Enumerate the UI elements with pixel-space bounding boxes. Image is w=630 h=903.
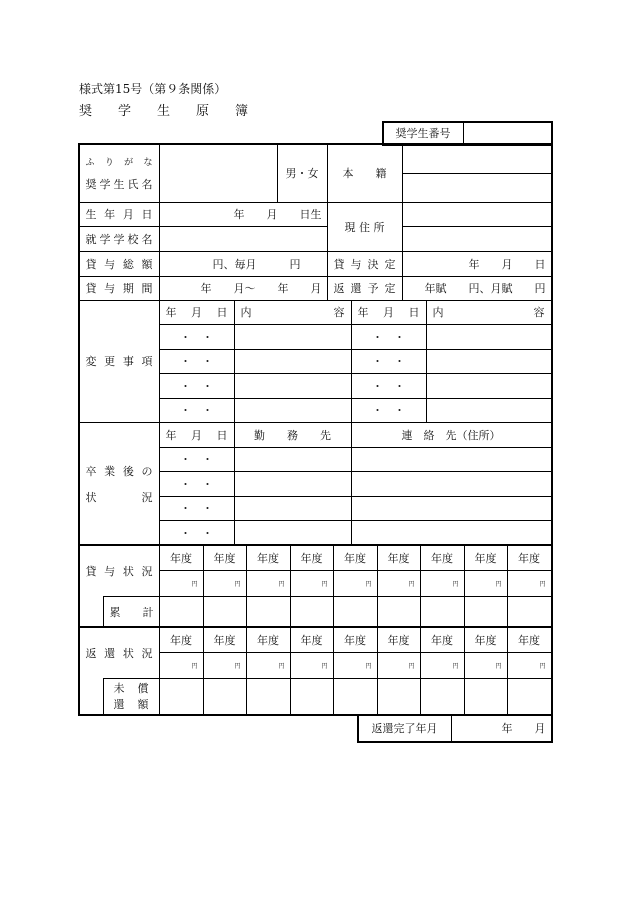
loan-amount-cell[interactable]: 円 [377,570,421,597]
changes-content-header-left: 内 容 [234,300,352,325]
changes-content-cell[interactable] [426,398,552,423]
changes-date-cell[interactable]: ・ ・ [351,349,427,374]
loan-sum-cell[interactable] [377,596,421,628]
after-grad-contact-cell[interactable] [351,496,552,521]
unpaid-cell[interactable] [333,678,378,715]
loan-amount-cell[interactable]: 円 [159,570,204,597]
loan-sum-cell[interactable] [464,596,508,628]
loan-amount-cell[interactable]: 円 [246,570,291,597]
repay-status-indent [79,678,104,715]
furigana-label: ふ り が な [85,157,153,168]
after-grad-date-header: 年 月 日 [159,422,235,448]
changes-date-cell[interactable]: ・ ・ [351,373,427,399]
changes-content-header-right: 内 容 [426,300,552,325]
changes-date-cell[interactable]: ・ ・ [159,349,235,374]
loan-sum-cell[interactable] [246,596,291,628]
repay-status-label: 返 還 状 況 [79,627,160,679]
loan-amount-cell[interactable]: 円 [464,570,508,597]
changes-date-cell[interactable]: ・ ・ [159,324,235,350]
loan-amount-cell[interactable]: 円 [290,570,334,597]
unpaid-cell[interactable] [290,678,334,715]
repay-plan-field[interactable]: 年賦 円、月賦 円 [402,276,552,301]
section-divider-repay [78,626,553,628]
domicile-field-1[interactable] [402,144,552,174]
repay-amount-cell[interactable]: 円 [333,652,378,679]
student-no-field[interactable] [463,122,552,145]
changes-content-cell[interactable] [234,324,352,350]
repay-year-header: 年度 [377,627,421,653]
after-grad-work-cell[interactable] [234,471,352,497]
repay-amount-cell[interactable]: 円 [377,652,421,679]
loan-amount-cell[interactable]: 円 [420,570,465,597]
changes-date-cell[interactable]: ・ ・ [159,373,235,399]
after-grad-label: 卒 業 後 の 状 況 [79,422,160,546]
loan-sum-cell[interactable] [159,596,204,628]
after-grad-contact-cell[interactable] [351,520,552,546]
loan-period-field[interactable]: 年 月〜 年 月 [159,276,328,301]
address-field-2[interactable] [402,226,552,252]
birth-date-field[interactable]: 年 月 日生 [159,202,328,227]
form-title: 奨 学 生 原 簿 [79,104,249,119]
after-grad-work-header: 勤 務 先 [234,422,352,448]
repay-year-header: 年度 [290,627,334,653]
address-label: 現 住 所 [327,202,403,252]
unpaid-cell[interactable] [159,678,204,715]
loan-year-header: 年度 [333,545,378,571]
after-grad-work-cell[interactable] [234,520,352,546]
section-divider-loan [78,544,553,546]
unpaid-cell[interactable] [246,678,291,715]
loan-year-header: 年度 [377,545,421,571]
loan-year-header: 年度 [159,545,204,571]
loan-amount-cell[interactable]: 円 [203,570,247,597]
repay-year-header: 年度 [203,627,247,653]
domicile-label: 本 籍 [327,144,403,203]
repay-year-header: 年度 [420,627,465,653]
loan-year-header: 年度 [203,545,247,571]
loan-year-header: 年度 [507,545,552,571]
changes-date-cell[interactable]: ・ ・ [351,324,427,350]
name-label-cell [79,144,160,203]
repay-amount-cell[interactable]: 円 [246,652,291,679]
loan-sum-cell[interactable] [290,596,334,628]
loan-status-indent [79,596,104,628]
loan-year-header: 年度 [464,545,508,571]
loan-decision-label: 貸 与 決 定 [327,251,403,277]
school-field[interactable] [159,226,328,252]
form-number: 様式第15号（第９条関係） [79,82,227,96]
loan-sum-cell[interactable] [507,596,552,628]
repay-amount-cell[interactable]: 円 [290,652,334,679]
changes-date-header-left: 年 月 日 [159,300,235,325]
changes-content-cell[interactable] [234,398,352,423]
student-name-label: 奨学生氏名 [85,177,153,191]
loan-amount-cell[interactable]: 円 [333,570,378,597]
repay-year-header: 年度 [464,627,508,653]
loan-total-label: 貸 与 総 額 [79,251,160,277]
repay-amount-cell[interactable]: 円 [507,652,552,679]
loan-sum-label: 累 計 [103,596,160,628]
loan-status-label: 貸 与 状 況 [79,545,160,597]
loan-year-header: 年度 [420,545,465,571]
domicile-field-2[interactable] [402,173,552,203]
after-grad-contact-cell[interactable] [351,447,552,472]
unpaid-cell[interactable] [507,678,552,715]
unpaid-cell[interactable] [377,678,421,715]
repay-year-header: 年度 [159,627,204,653]
loan-decision-field[interactable]: 年 月 日 [402,251,552,277]
after-grad-contact-cell[interactable] [351,471,552,497]
after-grad-date-cell[interactable]: ・ ・ [159,447,235,472]
repay-amount-cell[interactable]: 円 [159,652,204,679]
loan-year-header: 年度 [290,545,334,571]
loan-year-header: 年度 [246,545,291,571]
repay-complete-field[interactable]: 年 月 [451,714,552,742]
loan-sum-cell[interactable] [420,596,465,628]
after-grad-work-cell[interactable] [234,496,352,521]
after-grad-work-cell[interactable] [234,447,352,472]
after-grad-date-cell[interactable]: ・ ・ [159,471,235,497]
gender-select[interactable]: 男・女 [277,144,328,203]
after-grad-contact-header: 連 絡 先（住所） [351,422,552,448]
repay-complete-label: 返還完了年月 [358,714,452,742]
changes-date-header-right: 年 月 日 [351,300,427,325]
repay-amount-cell[interactable]: 円 [203,652,247,679]
loan-total-field[interactable]: 円、毎月 円 [159,251,328,277]
changes-content-cell[interactable] [426,349,552,374]
loan-sum-cell[interactable] [333,596,378,628]
loan-sum-cell[interactable] [203,596,247,628]
unpaid-cell[interactable] [420,678,465,715]
unpaid-cell[interactable] [203,678,247,715]
changes-date-cell[interactable]: ・ ・ [351,398,427,423]
repay-year-header: 年度 [246,627,291,653]
school-label: 就学学校名 [79,226,160,252]
unpaid-cell[interactable] [464,678,508,715]
changes-content-cell[interactable] [426,324,552,350]
repay-amount-cell[interactable]: 円 [464,652,508,679]
loan-period-label: 貸 与 期 間 [79,276,160,301]
birth-label: 生 年 月 日 [79,202,160,227]
loan-amount-cell[interactable]: 円 [507,570,552,597]
changes-content-cell[interactable] [426,373,552,399]
student-name-field[interactable] [159,144,278,203]
repay-plan-label: 返 還 予 定 [327,276,403,301]
changes-content-cell[interactable] [234,349,352,374]
changes-content-cell[interactable] [234,373,352,399]
after-grad-date-cell[interactable]: ・ ・ [159,520,235,546]
address-field-1[interactable] [402,202,552,227]
unpaid-label: 未 償 還 額 [103,678,160,715]
changes-date-cell[interactable]: ・ ・ [159,398,235,423]
repay-amount-cell[interactable]: 円 [420,652,465,679]
changes-label: 変 更 事 項 [79,300,160,423]
after-grad-date-cell[interactable]: ・ ・ [159,496,235,521]
repay-year-header: 年度 [507,627,552,653]
repay-year-header: 年度 [333,627,378,653]
student-no-label: 奨学生番号 [383,122,464,145]
